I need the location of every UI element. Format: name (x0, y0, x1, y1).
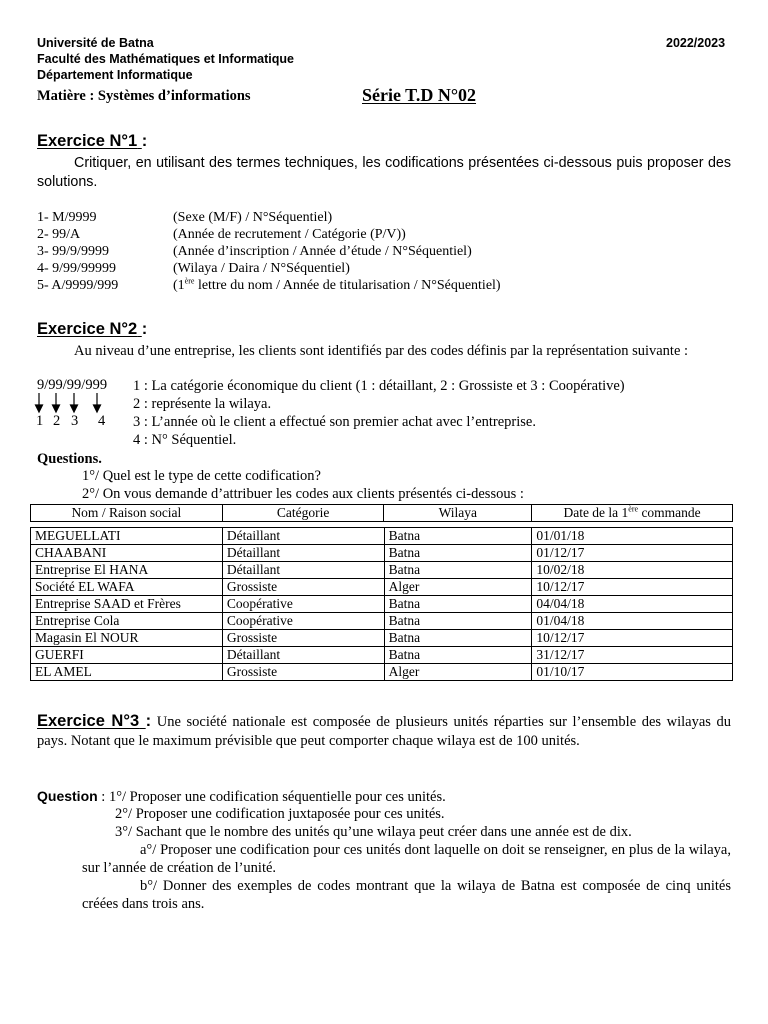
cell-category: Grossiste (222, 630, 384, 647)
cell-date: 01/10/17 (532, 664, 733, 681)
code-item: 2- 99/A (Année de recrutement / Catégorie (P/V)) (37, 227, 406, 242)
cell-wilaya: Batna (384, 647, 532, 664)
department-name: Département Informatique (37, 68, 193, 82)
cell-name: Entreprise El HANA (31, 562, 223, 579)
arrow-label-1: 1 (36, 413, 44, 429)
cell-category: Grossiste (222, 579, 384, 596)
cell-name: Société EL WAFA (31, 579, 223, 596)
definition-item: 2 : représente la wilaya. (133, 396, 272, 412)
exercise-2-question-1: 1°/ Quel est le type de cette codification? (82, 468, 321, 484)
code-item: 5- A/9999/999 (1ère lettre du nom / Année de titularisation / N°Séquentiel) (37, 276, 501, 293)
cell-date: 01/04/18 (532, 613, 733, 630)
table-row (31, 579, 733, 596)
cell-wilaya: Alger (384, 664, 532, 681)
cell-wilaya: Batna (384, 630, 532, 647)
questions-label: Questions. (37, 451, 102, 467)
arrow-label-4: 4 (98, 413, 106, 429)
academic-year: 2022/2023 (666, 36, 726, 50)
exercise-1-text: Critiquer, en utilisant des termes techniques, les codifications présentées ci-dessous puis proposer des solutions. (37, 155, 731, 190)
cell-name: MEGUELLATI (31, 528, 223, 545)
format-arrows (34, 392, 109, 414)
exercise-3-question-b: b°/ Donner des exemples de codes montrant que la wilaya de Batna est composée de cinq unités créées dans trois ans. (82, 878, 731, 912)
exercise-1-code-list (37, 209, 637, 294)
table-row (31, 528, 733, 545)
cell-category: Coopérative (222, 596, 384, 613)
cell-category: Détaillant (222, 528, 384, 545)
cell-name: Entreprise Cola (31, 613, 223, 630)
cell-wilaya: Batna (384, 545, 532, 562)
cell-date: 10/12/17 (532, 579, 733, 596)
arrow-label-3: 3 (71, 413, 79, 429)
subject-line: Matière : Systèmes d’informations (37, 88, 251, 104)
exercise-2-title: Exercice N°2 : (37, 320, 148, 338)
table-row (31, 664, 733, 681)
arrow-label-2: 2 (53, 413, 61, 429)
series-title: Série T.D N°02 (362, 85, 477, 105)
cell-name: CHAABANI (31, 545, 223, 562)
clients-table-header (30, 504, 733, 522)
definition-item: 3 : L’année où le client a effectué son premier achat avec l’entreprise. (133, 414, 536, 430)
format-definitions (133, 377, 625, 449)
table-row (31, 596, 733, 613)
exercise-3-question-line: Question : 1°/ Proposer une codification séquentielle pour ces unités. (37, 788, 446, 805)
exercise-1-title: Exercice N°1 : (37, 132, 148, 150)
cell-name: Entreprise SAAD et Frères (31, 596, 223, 613)
exercise-2-intro: Au niveau d’une entreprise, les clients sont identifiés par des codes définis par la représentation suivante : (74, 343, 689, 359)
code-item: 4- 9/99/99999 (Wilaya / Daira / N°Séquentiel) (37, 261, 350, 276)
cell-category: Détaillant (222, 545, 384, 562)
arrow-down-icon (53, 405, 60, 412)
question-label: Question (37, 788, 98, 804)
column-header-name: Nom / Raison social (31, 505, 223, 522)
column-header-category: Catégorie (222, 505, 384, 522)
cell-name: Magasin El NOUR (31, 630, 223, 647)
cell-date: 01/12/17 (532, 545, 733, 562)
clients-table (30, 527, 733, 681)
exercise-3-question-a: a°/ Proposer une codification pour ces unités dont laquelle on doit se renseigner, en plus de la wilaya, sur l’année de création de l’unité. (82, 842, 731, 876)
definition-item: 1 : La catégorie économique du client (1 : détaillant, 2 : Grossiste et 3 : Coopérative) (133, 378, 625, 394)
cell-wilaya: Batna (384, 613, 532, 630)
cell-category: Grossiste (222, 664, 384, 681)
cell-date: 04/04/18 (532, 596, 733, 613)
cell-date: 31/12/17 (532, 647, 733, 664)
exercise-2-question-2: 2°/ On vous demande d’attribuer les codes aux clients présentés ci-dessous : (82, 486, 524, 502)
university-name: Université de Batna (37, 36, 154, 50)
exercise-3-question-2: 2°/ Proposer une codification juxtaposée pour ces unités. (115, 806, 445, 822)
cell-date: 01/01/18 (532, 528, 733, 545)
table-row (31, 630, 733, 647)
cell-date: 10/02/18 (532, 562, 733, 579)
code-item: 3- 99/9/9999 (Année d’inscription / Année d’étude / N°Séquentiel) (37, 244, 472, 259)
arrow-down-icon (71, 405, 78, 412)
table-row (31, 562, 733, 579)
cell-date: 10/12/17 (532, 630, 733, 647)
arrow-down-icon (94, 405, 101, 412)
code-item: 1- M/9999 (Sexe (M/F) / N°Séquentiel) (37, 210, 333, 225)
arrow-down-icon (36, 405, 43, 412)
cell-wilaya: Alger (384, 579, 532, 596)
faculty-name: Faculté des Mathématiques et Informatique (37, 52, 294, 66)
exercise-3-intro (37, 712, 731, 751)
cell-category: Coopérative (222, 613, 384, 630)
table-row (31, 647, 733, 664)
column-header-wilaya: Wilaya (384, 505, 532, 522)
table-row (31, 545, 733, 562)
cell-name: EL AMEL (31, 664, 223, 681)
column-header-date: Date de la 1ère commande (532, 505, 733, 522)
exercise-3-text: Une société nationale est composée de plusieurs unités réparties sur l’ensemble des wilayas du pays. Notant que le maximum prévisible que peut comporter chaque wilaya est de 100 unités. (37, 714, 732, 749)
code-format: 9/99/99/999 (37, 377, 108, 393)
cell-name: GUERFI (31, 647, 223, 664)
exercise-3-question-1: 1°/ Proposer une codification séquentielle pour ces unités. (108, 789, 446, 805)
table-row (31, 613, 733, 630)
cell-wilaya: Batna (384, 596, 532, 613)
exercise-3-question-3: 3°/ Sachant que le nombre des unités qu’une wilaya peut créer dans une année est de dix. (115, 824, 632, 840)
cell-category: Détaillant (222, 562, 384, 579)
cell-category: Détaillant (222, 647, 384, 664)
cell-wilaya: Batna (384, 562, 532, 579)
exercise-3-title: Exercice N°3 : (37, 712, 152, 730)
cell-wilaya: Batna (384, 528, 532, 545)
definition-item: 4 : N° Séquentiel. (133, 432, 237, 448)
